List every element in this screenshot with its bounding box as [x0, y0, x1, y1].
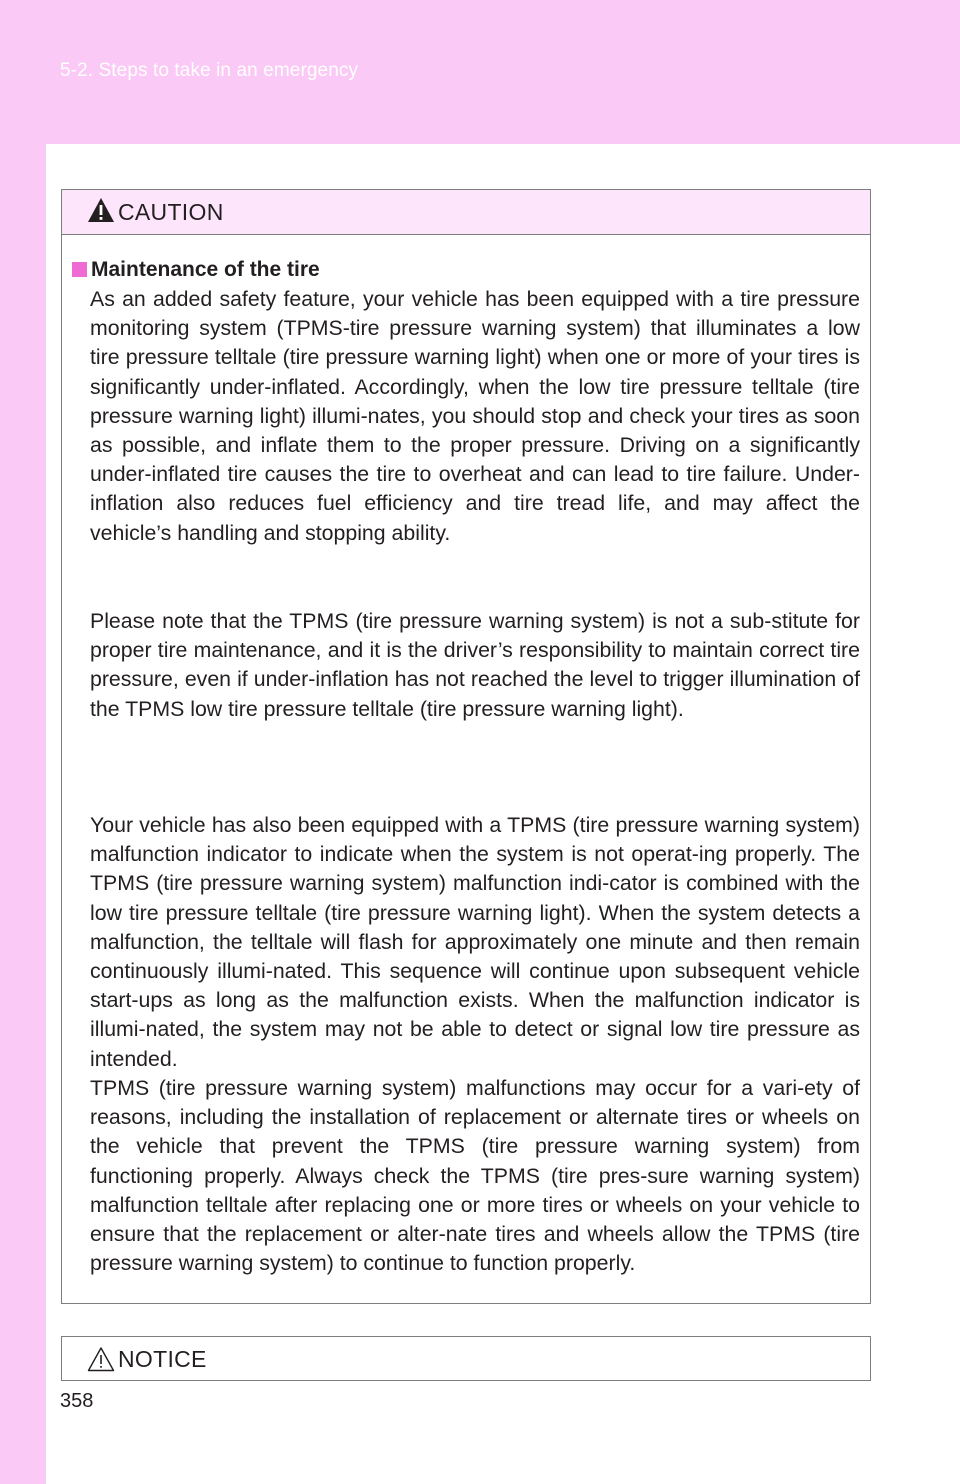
caution-label: CAUTION: [118, 199, 224, 225]
caution-box: [61, 189, 871, 1304]
notice-box: [61, 1336, 871, 1381]
notice-label: NOTICE: [118, 1346, 207, 1372]
caution-header: [62, 190, 870, 235]
paragraph-1: As an added safety feature, your vehicle has been equipped with a tire pressure monitoring system (TPMS-tire pressure warning system) that illuminates a low tire pressure telltale (tire pressure warning light) when one or more of your tires is significantly under-inflated. Accordingly, when the low tire pressure telltale (tire pressure warning light) illumi-nates, you should stop and check your tires as soon as possible, and inflate them to the proper pressure. Driving on a significantly under-inflated tire causes the tire to overheat and can lead to tire failure. Under-inflation also reduces fuel efficiency and tire tread life, and may affect the vehicle’s handling and stopping ability.: [90, 287, 860, 545]
section-title: 5-2. Steps to take in an emergency: [60, 60, 359, 81]
side-margin-band: [0, 144, 46, 1484]
pink-square-bullet-icon: [72, 262, 87, 277]
warning-triangle-outline-icon: [86, 1345, 116, 1373]
subheading: [72, 255, 320, 284]
page-number: 358: [60, 1390, 94, 1412]
paragraph-2: Please note that the TPMS (tire pressure warning system) is not a sub-stitute for proper tire maintenance, and it is the driver’s responsibility to maintain correct tire pressure, even if under-inflation has not reached the level to trigger illumination of the TPMS low tire pressure telltale (tire pressure warning light).: [90, 609, 860, 721]
paragraph-3: Your vehicle has also been equipped with a TPMS (tire pressure warning system) malfunction indicator to indicate when the system is not operat-ing properly. The TPMS (tire pressure warning system) malfunction indi-cator is combined with the low tire pressure telltale (tire pressure warning light). When the system detects a malfunction, the telltale will flash for approximately one minute and then remain continuously illumi-nated. This sequence will continue upon subsequent vehicle start-ups as long as the malfunction exists. When the malfunction indicator is illumi-nated, the system may not be able to detect or signal low tire pressure as intended.: [90, 813, 860, 1071]
warning-triangle-icon: [86, 196, 116, 224]
paragraph-4: TPMS (tire pressure warning system) malfunctions may occur for a vari-ety of reasons, including the installation of replacement or alternate tires or wheels on the vehicle that prevent the TPMS (tire pressure warning system) from functioning properly. Always check the TPMS (tire pres-sure warning system) malfunction telltale after replacing one or more tires or wheels on your vehicle to ensure that the replacement or alter-nate tires and wheels allow the TPMS (tire pressure warning system) to continue to function properly.: [90, 1076, 860, 1276]
subheading-text: Maintenance of the tire: [91, 258, 320, 281]
